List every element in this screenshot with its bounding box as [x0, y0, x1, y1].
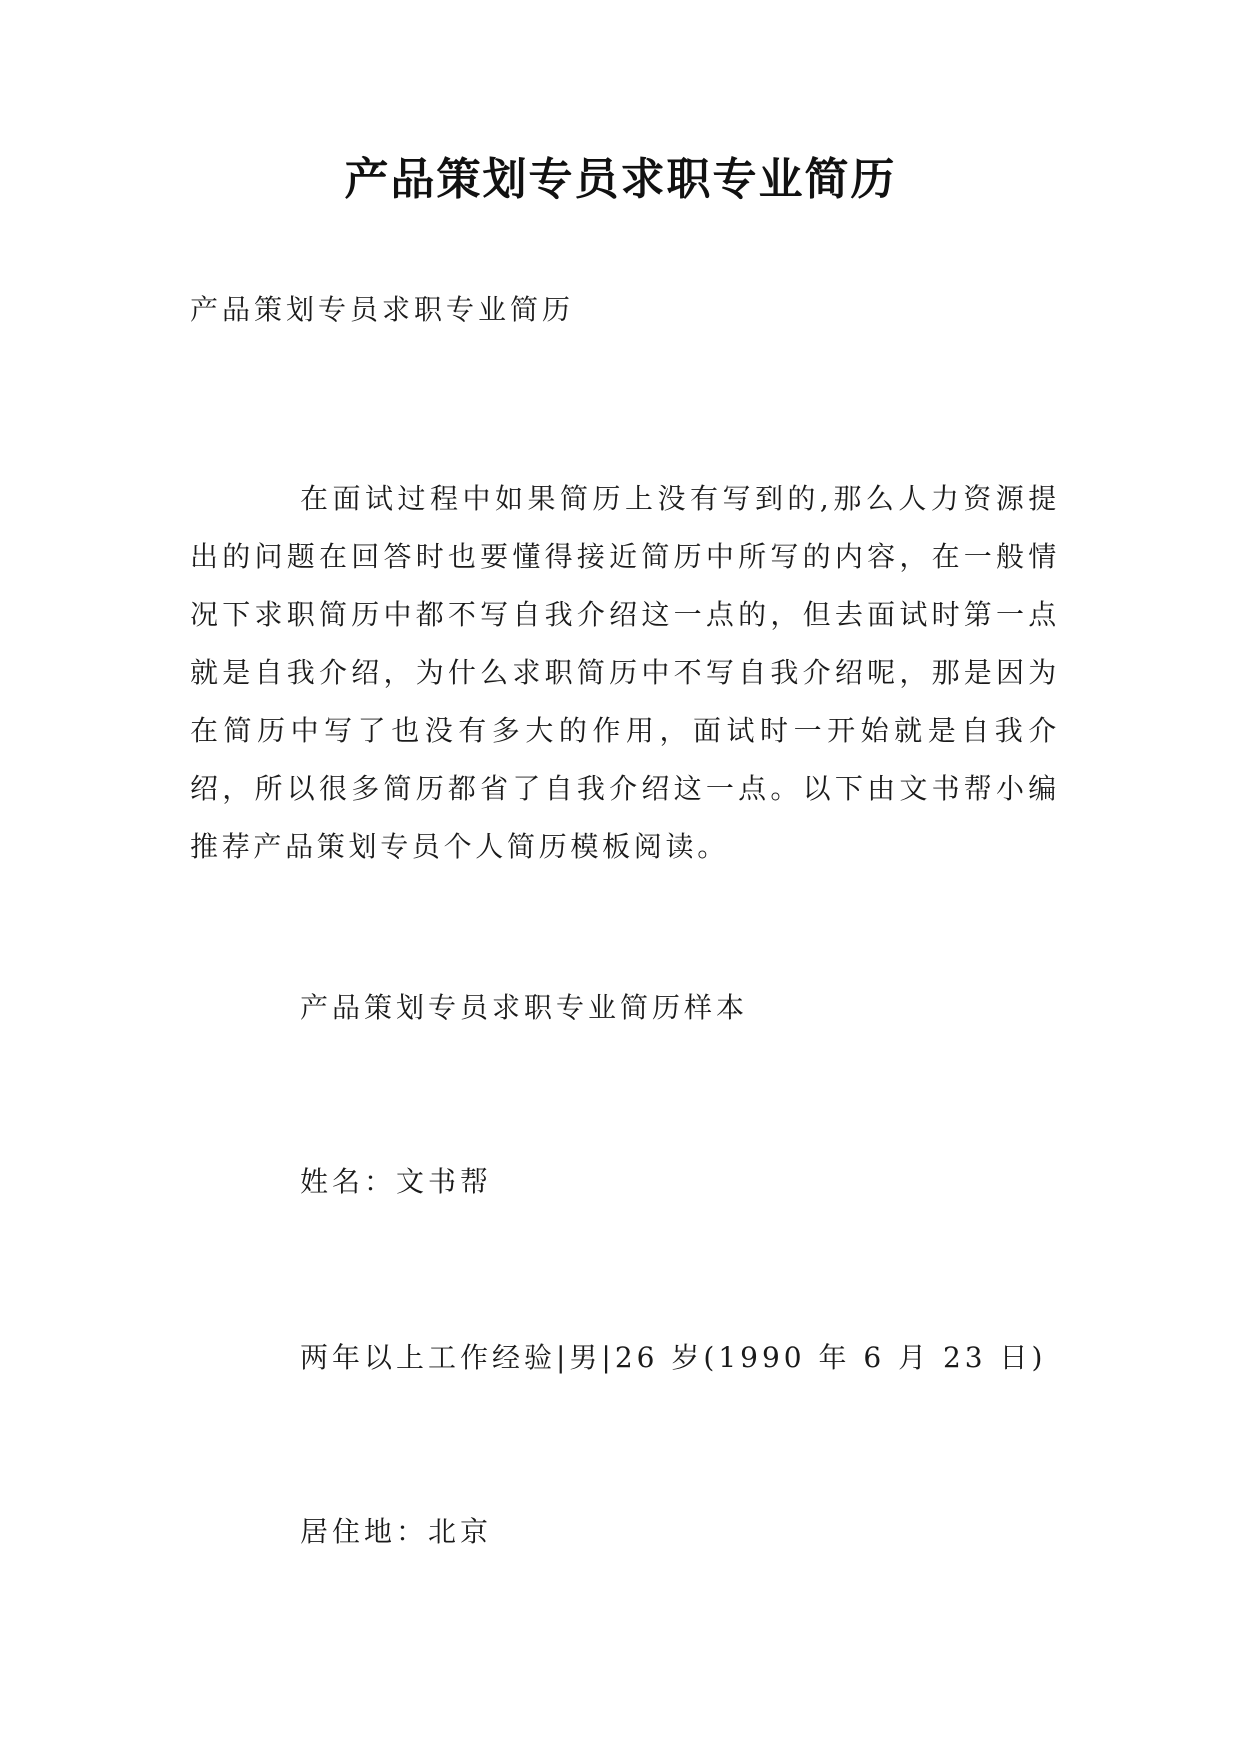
document-title: 产品策划专员求职专业简历: [344, 154, 897, 205]
document-subtitle: 产品策划专员求职专业简历: [190, 293, 575, 326]
sample-heading: 产品策划专员求职专业简历样本: [300, 991, 749, 1024]
profile-line: 两年以上工作经验|男|26 岁(1990 年 6 月 23 日): [300, 1341, 1047, 1374]
name-line: 姓名：文书帮: [300, 1165, 493, 1198]
intro-paragraph: 在面试过程中如果简历上没有写到的,那么人力资源提出的问题在回答时也要懂得接近简历中所写的内容，在一般情况下求职简历中都不写自我介绍这一点的，但去面试时第一点就是自我介绍，为什么求职简历中不写自我介绍呢，那是因为在简历中写了也没有多大的作用，面试时一开始就是自我介绍，所以很多简历都省了自我介绍这一点。以下由文书帮小编推荐产品策划专员个人简历模板阅读。: [190, 482, 1060, 863]
residence-line: 居住地：北京: [300, 1515, 493, 1548]
